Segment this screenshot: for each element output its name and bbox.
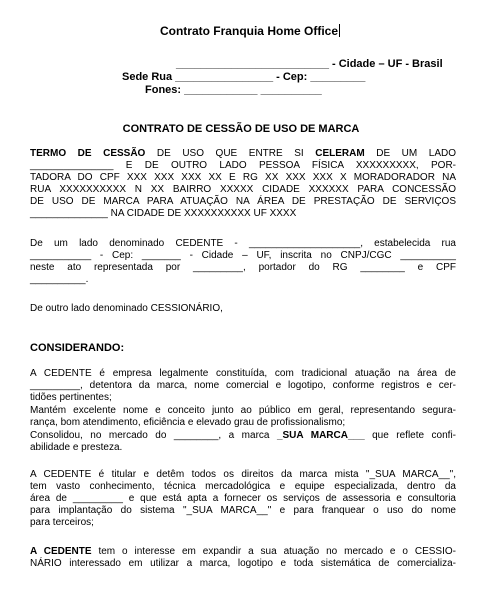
considerando-p2-line-2: rança, bom atendimento, eficiência e elevado grau de profissionalismo; — [30, 417, 346, 428]
expandir-line-1 — [30, 546, 456, 558]
termo-line-5: DE USO DE MARCA PARA ATUAÇÃO NA ÁREA DE PRESTAÇÃO DE SERVIÇOS — [30, 196, 456, 207]
termo-line-1 — [30, 148, 456, 160]
detem-line-3: área de _________ e que está apta a fornecer os serviços de assessoria e consultoria — [30, 493, 456, 504]
considerando-p3-line-2: abilidade e presteza. — [30, 442, 123, 453]
termo-mid: DE USO QUE ENTRE SI — [145, 148, 316, 159]
considerando-p1-line-1: A CEDENTE é empresa legalmente constituída, com tradicional atuação na área de — [30, 368, 456, 379]
expandir-line-2: NÁRIO interessado em utilizar a marca, logotipo e toda sistemática de comercializa- — [30, 558, 456, 569]
detem-line-1: A CEDENTE é titular e detêm todos os direitos da marca mista "_SUA MARCA__", — [30, 469, 456, 480]
cedente-line-4: __________. — [30, 274, 89, 285]
detem-line-5: para terceiros; — [30, 517, 94, 528]
address-line-city: _________________________ - Cidade – UF - Brasil — [176, 58, 443, 70]
considerando-p1-line-2: _________, detentora da marca, nome comercial e logotipo, conforme registros e cer- — [30, 380, 456, 391]
termo-line-4: RUA XXXXXXXXXX N XX BAIRRO XXXXX CIDADE XXXXXX PARA CONCESSÃO — [30, 184, 456, 195]
address-line-street: Sede Rua ________________ - Cep: _________ — [122, 71, 366, 83]
considerando-p1-line-3: tidões pertinentes; — [30, 392, 112, 403]
termo-celeram: CELERAM — [315, 148, 365, 159]
termo-tail: DE UM LADO — [364, 148, 456, 159]
section-title: CONTRATO DE CESSÃO DE USO DE MARCA — [122, 123, 360, 135]
expandir-rest: tem o interesse em expandir a sua atuação no mercado e o CESSIO- — [91, 546, 456, 557]
termo-line-6: ______________ NA CIDADE DE XXXXXXXXXX UF XXXX — [30, 208, 297, 219]
considerando-p3-text-c: que reflete confi- — [364, 430, 457, 441]
considerando-heading: CONSIDERANDO: — [30, 342, 125, 354]
cedente-line-2: ___________ - Cep: _______ - Cidade – UF, inscrita no CNPJ/CGC __________ — [30, 250, 456, 261]
text-cursor — [339, 24, 340, 37]
considerando-p3-text-a: Consolidou, no mercado do ________, a marca — [30, 430, 277, 441]
cedente-line-3: neste ato representada por _________, portador do RG ________ e CPF — [30, 262, 456, 273]
termo-line-3: TADORA DO CPF XXX XXX XXX XX E RG XX XXX XXX X MORADORADOR NA — [30, 172, 456, 183]
detem-line-2: tem vasto conhecimento, técnica mercadológica e equipe especializada, dentro da — [30, 481, 456, 492]
termo-line-2: _______________ E DE OUTRO LADO PESSOA FÍSICA XXXXXXXXX, POR- — [30, 160, 456, 171]
title-text: Contrato Franquia Home Office — [159, 24, 338, 38]
cessionario-line: De outro lado denominado CESSIONÁRIO, — [30, 303, 223, 314]
considerando-p2-line-1: Mantém excelente nome e conceito junto ao público em geral, representando segura- — [30, 405, 456, 416]
address-line-phones: Fones: ____________ __________ — [145, 84, 322, 96]
considerando-p3-brand: _SUA MARCA___ — [276, 430, 365, 441]
cedente-line-1: De um lado denominado CEDENTE - ____________________, estabelecida rua — [30, 238, 456, 249]
expandir-cedente: A CEDENTE — [30, 546, 92, 557]
termo-lead: TERMO DE CESSÃO — [30, 148, 146, 159]
document-title — [0, 24, 500, 38]
detem-line-4: para implantação do sistema "_SUA MARCA__" e para franquear o uso do nome — [30, 505, 456, 516]
considerando-p3-line-1 — [30, 430, 456, 442]
